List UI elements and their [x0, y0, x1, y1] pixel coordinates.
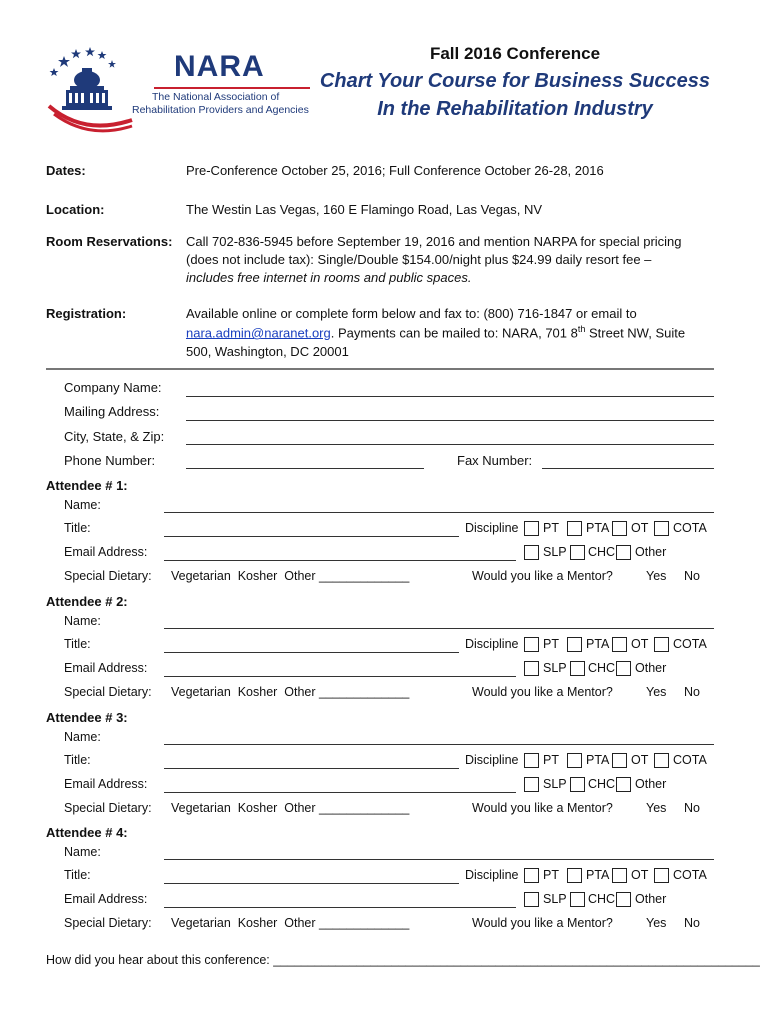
other-checkbox[interactable]	[616, 892, 631, 907]
ot-checkbox[interactable]	[612, 637, 627, 652]
slp-checkbox[interactable]	[524, 777, 539, 792]
reg-line2-end: Street NW, Suite	[585, 325, 686, 341]
mailing-address-field[interactable]	[186, 420, 714, 421]
attendee-email-field[interactable]	[164, 560, 516, 561]
logo-acronym: NARA	[174, 50, 265, 83]
dietary-label: Special Dietary:	[64, 569, 152, 583]
city-state-zip-field[interactable]	[186, 444, 714, 445]
ot-checkbox[interactable]	[612, 868, 627, 883]
other-label: Other	[635, 661, 667, 675]
room-label: Room Reservations:	[46, 234, 173, 249]
reg-line2	[186, 324, 685, 340]
hear-about-question[interactable]: How did you hear about this conference: ______________________________________________________________________	[46, 953, 760, 967]
cota-label: COTA	[673, 637, 707, 651]
other-checkbox[interactable]	[616, 545, 631, 560]
mentor-yes[interactable]: Yes	[646, 916, 667, 930]
section-divider	[46, 368, 714, 370]
dietary-options[interactable]: Vegetarian Kosher Other _____________	[171, 801, 410, 815]
slp-checkbox[interactable]	[524, 545, 539, 560]
attendee-title-label: Title:	[64, 868, 91, 882]
cota-checkbox[interactable]	[654, 753, 669, 768]
other-checkbox[interactable]	[616, 777, 631, 792]
chc-label: CHC	[588, 661, 616, 675]
attendee-heading: Attendee # 1:	[46, 478, 128, 493]
attendee-email-label: Email Address:	[64, 545, 148, 559]
ot-label: OT	[631, 753, 649, 767]
location-label: Location:	[46, 202, 105, 217]
attendee-title-label: Title:	[64, 637, 91, 651]
pt-checkbox[interactable]	[524, 637, 539, 652]
mentor-question: Would you like a Mentor?	[472, 801, 613, 815]
dietary-label: Special Dietary:	[64, 801, 152, 815]
room-line3: includes free internet in rooms and public spaces.	[186, 270, 472, 285]
ot-label: OT	[631, 637, 649, 651]
fax-label: Fax Number:	[457, 453, 533, 468]
cota-label: COTA	[673, 753, 707, 767]
chc-label: CHC	[588, 545, 616, 559]
slp-label: SLP	[543, 661, 567, 675]
attendee-name-field[interactable]	[164, 512, 714, 513]
attendee-name-label: Name:	[64, 730, 101, 744]
mentor-question: Would you like a Mentor?	[472, 916, 613, 930]
cota-checkbox[interactable]	[654, 637, 669, 652]
pt-label: PT	[543, 753, 559, 767]
mentor-question: Would you like a Mentor?	[472, 569, 613, 583]
city-state-zip-label: City, State, & Zip:	[64, 429, 165, 444]
chc-checkbox[interactable]	[570, 545, 585, 560]
attendee-title-field[interactable]	[164, 536, 459, 537]
chc-checkbox[interactable]	[570, 777, 585, 792]
company-name-label: Company Name:	[64, 380, 162, 395]
attendee-name-label: Name:	[64, 614, 101, 628]
discipline-label: Discipline	[465, 868, 519, 882]
attendee-title-field[interactable]	[164, 652, 459, 653]
dietary-options[interactable]: Vegetarian Kosher Other _____________	[171, 569, 410, 583]
attendee-email-label: Email Address:	[64, 661, 148, 675]
attendee-heading: Attendee # 3:	[46, 710, 128, 725]
fax-field[interactable]	[542, 468, 714, 469]
mentor-question: Would you like a Mentor?	[472, 685, 613, 699]
dietary-options[interactable]: Vegetarian Kosher Other _____________	[171, 685, 410, 699]
chc-checkbox[interactable]	[570, 661, 585, 676]
mentor-yes[interactable]: Yes	[646, 569, 667, 583]
reg-email-link[interactable]: nara.admin@naranet.org	[186, 325, 331, 341]
reg-line2-rest: . Payments can be mailed to: NARA, 701 8	[330, 325, 578, 341]
pta-label: PTA	[586, 521, 610, 535]
other-label: Other	[635, 777, 667, 791]
title-line1: Chart Your Course for Business Success	[319, 70, 711, 92]
mentor-no[interactable]: No	[684, 569, 700, 583]
pta-label: PTA	[586, 868, 610, 882]
slp-label: SLP	[543, 545, 567, 559]
room-line2: (does not include tax): Single/Double $154.00/night plus $24.99 daily resort fee –	[186, 252, 652, 267]
chc-label: CHC	[588, 777, 616, 791]
other-checkbox[interactable]	[616, 661, 631, 676]
cota-checkbox[interactable]	[654, 521, 669, 536]
title-line2: In the Rehabilitation Industry	[377, 98, 653, 120]
cota-checkbox[interactable]	[654, 868, 669, 883]
pt-checkbox[interactable]	[524, 753, 539, 768]
pta-checkbox[interactable]	[567, 753, 582, 768]
attendee-heading: Attendee # 2:	[46, 594, 128, 609]
ot-checkbox[interactable]	[612, 753, 627, 768]
registration-label: Registration:	[46, 306, 127, 321]
mentor-no[interactable]: No	[684, 801, 700, 815]
attendee-email-field[interactable]	[164, 676, 516, 677]
conference-label: Fall 2016 Conference	[429, 44, 601, 63]
logo-line2: Rehabilitation Providers and Agencies	[132, 104, 309, 116]
slp-checkbox[interactable]	[524, 892, 539, 907]
mentor-yes[interactable]: Yes	[646, 801, 667, 815]
attendee-name-label: Name:	[64, 498, 101, 512]
logo-underline	[154, 87, 310, 89]
capitol-star-logo-icon	[44, 44, 134, 134]
pta-checkbox[interactable]	[567, 868, 582, 883]
attendee-heading: Attendee # 4:	[46, 825, 128, 840]
attendee-email-field[interactable]	[164, 907, 516, 908]
mentor-no[interactable]: No	[684, 916, 700, 930]
pta-checkbox[interactable]	[567, 521, 582, 536]
pta-label: PTA	[586, 753, 610, 767]
attendee-name-field[interactable]	[164, 744, 714, 745]
mentor-no[interactable]: No	[684, 685, 700, 699]
reg-line1: Available online or complete form below and fax to: (800) 716-1847 or email to	[186, 306, 637, 321]
reg-sup: th	[577, 324, 586, 334]
mailing-address-label: Mailing Address:	[64, 404, 160, 419]
attendee-title-label: Title:	[64, 521, 91, 535]
discipline-label: Discipline	[465, 637, 519, 651]
discipline-label: Discipline	[465, 753, 519, 767]
cota-label: COTA	[673, 521, 707, 535]
attendee-email-label: Email Address:	[64, 777, 148, 791]
discipline-label: Discipline	[465, 521, 519, 535]
pta-label: PTA	[586, 637, 610, 651]
reg-line3: 500, Washington, DC 20001	[186, 344, 349, 359]
pt-checkbox[interactable]	[524, 868, 539, 883]
attendee-name-field[interactable]	[164, 628, 714, 629]
nara-logo	[44, 44, 314, 134]
attendee-title-field[interactable]	[164, 768, 459, 769]
dietary-options[interactable]: Vegetarian Kosher Other _____________	[171, 916, 410, 930]
other-label: Other	[635, 545, 667, 559]
slp-label: SLP	[543, 777, 567, 791]
attendee-name-field[interactable]	[164, 859, 714, 860]
slp-checkbox[interactable]	[524, 661, 539, 676]
dates-value: Pre-Conference October 25, 2016; Full Conference October 26-28, 2016	[186, 163, 604, 178]
ot-checkbox[interactable]	[612, 521, 627, 536]
pt-label: PT	[543, 637, 559, 651]
pta-checkbox[interactable]	[567, 637, 582, 652]
location-value: The Westin Las Vegas, 160 E Flamingo Road, Las Vegas, NV	[186, 202, 543, 217]
company-name-field[interactable]	[186, 396, 714, 397]
dietary-label: Special Dietary:	[64, 916, 152, 930]
cota-label: COTA	[673, 868, 707, 882]
dates-label: Dates:	[46, 163, 86, 178]
attendee-title-label: Title:	[64, 753, 91, 767]
attendee-email-field[interactable]	[164, 792, 516, 793]
pt-label: PT	[543, 521, 559, 535]
chc-checkbox[interactable]	[570, 892, 585, 907]
attendee-email-label: Email Address:	[64, 892, 148, 906]
pt-label: PT	[543, 868, 559, 882]
mentor-yes[interactable]: Yes	[646, 685, 667, 699]
attendee-name-label: Name:	[64, 845, 101, 859]
logo-line1: The National Association of	[152, 91, 280, 103]
phone-field[interactable]	[186, 468, 424, 469]
ot-label: OT	[631, 868, 649, 882]
other-label: Other	[635, 892, 667, 906]
pt-checkbox[interactable]	[524, 521, 539, 536]
phone-label: Phone Number:	[64, 453, 156, 468]
slp-label: SLP	[543, 892, 567, 906]
attendee-title-field[interactable]	[164, 883, 459, 884]
chc-label: CHC	[588, 892, 616, 906]
room-line1: Call 702-836-5945 before September 19, 2016 and mention NARPA for special pricing	[186, 234, 682, 249]
ot-label: OT	[631, 521, 649, 535]
dietary-label: Special Dietary:	[64, 685, 152, 699]
